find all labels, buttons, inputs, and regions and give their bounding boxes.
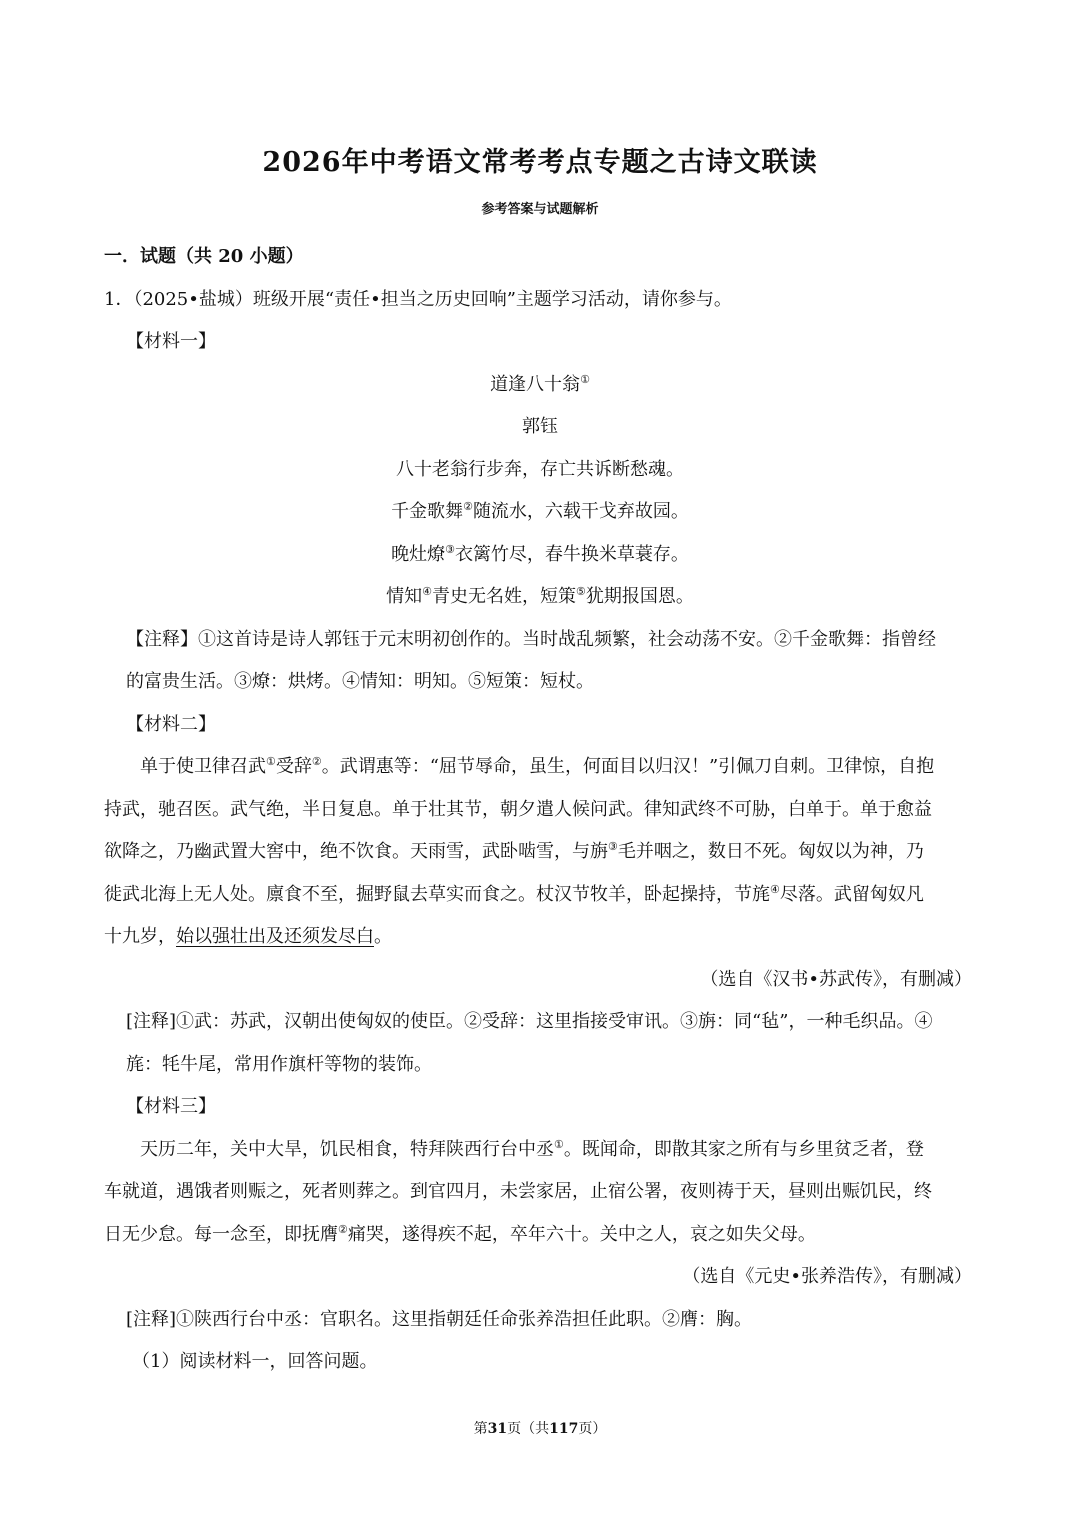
footnote-marker: ② bbox=[463, 500, 473, 513]
footnote-marker: ② bbox=[311, 755, 322, 768]
document-subtitle: 参考答案与试题解析 bbox=[481, 202, 599, 217]
material-2-text bbox=[104, 746, 976, 959]
material-1-label: 【材料一】 bbox=[126, 331, 216, 352]
poem-line: 八十老翁行步奔，存亡共诉断愁魂。 bbox=[396, 458, 684, 480]
footnote-marker: ④ bbox=[770, 882, 780, 896]
material-2-note: [注释]①武：苏武，汉朝出使匈奴的使臣。②受辞：这里指接受审讯。③旃：同“毡”，一种毛织品。④ bbox=[126, 1011, 933, 1032]
material-1-note: 【注释】①这首诗是诗人郭钰于元末明初创作的。当时战乱频繁，社会动荡不安。②千金歌舞：指曾经 bbox=[126, 628, 936, 650]
document-title: 2026年中考语文常考考点专题之古诗文联读 bbox=[262, 147, 818, 178]
poem-title-text: 道逢八十翁 bbox=[490, 373, 581, 395]
material-2-label: 【材料二】 bbox=[126, 713, 216, 735]
text-line: 单于使卫律召武①受辞②。武谓惠等：“屈节辱命，虽生，何面目以归汉！”引佩刀自刺。卫律惊，自抱 bbox=[140, 755, 935, 777]
footnote-marker: ① bbox=[554, 1137, 564, 1151]
text-line: 十九岁，始以强壮出及还须发尽白。 bbox=[104, 926, 392, 947]
page-total: 117 bbox=[549, 1421, 579, 1437]
footnote-marker: ④ bbox=[422, 585, 432, 598]
poem-author: 郭钰 bbox=[522, 416, 558, 437]
material-3-note: [注释]①陕西行台中丞：官职名。这里指朝廷任命张养浩担任此职。②膺：胸。 bbox=[126, 1308, 753, 1330]
sub-question-1: （1）阅读材料一，回答问题。 bbox=[132, 1351, 378, 1372]
footnote-marker: ① bbox=[266, 755, 276, 768]
text-line: 车就道，遇饿者则赈之，死者则葬之。到官四月，未尝家居，止宿公署，夜则祷于天，昼则出赈饥民，终 bbox=[104, 1181, 932, 1202]
document-body bbox=[104, 236, 976, 1384]
text-line: 天历二年，关中大旱，饥民相食，特拜陕西行台中丞①。既闻命，即散其家之所有与乡里贫乏者，登 bbox=[140, 1137, 924, 1160]
poem-line: 晚灶燎③衣篱竹尽，春牛换米草蓑存。 bbox=[391, 542, 689, 565]
material-3-text bbox=[104, 1129, 976, 1257]
footnote-marker: ③ bbox=[445, 542, 455, 556]
material-2-source: （选自《汉书•苏武传》，有删减） bbox=[700, 968, 972, 990]
footnote-marker: ① bbox=[580, 372, 590, 386]
page-number: 31 bbox=[487, 1421, 508, 1437]
footnote-marker: ③ bbox=[608, 840, 618, 853]
footnote-marker: ⑤ bbox=[576, 585, 586, 598]
poem-title bbox=[104, 364, 976, 407]
text-line: 欲降之，乃幽武置大窖中，绝不饮食。天雨雪，武卧啮雪，与旃③毛并咽之，数日不死。匈奴以为神，乃 bbox=[104, 840, 924, 862]
material-3-source: （选自《元史•张养浩传》，有删减） bbox=[682, 1266, 972, 1287]
question-stem: 1．（2025•盐城）班级开展“责任•担当之历史回响”主题学习活动，请你参与。 bbox=[104, 288, 732, 310]
poem-line: 千金歌舞②随流水，六载干戈弃故园。 bbox=[391, 500, 689, 522]
footnote-marker: ② bbox=[338, 1222, 348, 1236]
text-line: 日无少怠。每一念至，即抚膺②痛哭，遂得疾不起，卒年六十。关中之人，哀之如失父母。 bbox=[104, 1222, 816, 1245]
section-heading: 一．试题（共 20 小题） bbox=[104, 246, 304, 267]
material-3-label: 【材料三】 bbox=[126, 1096, 216, 1117]
poem-line: 情知④青史无名姓，短策⑤犹期报国恩。 bbox=[386, 585, 694, 607]
material-1-note-cont: 的富贵生活。③燎：烘烤。④情知：明知。⑤短策：短杖。 bbox=[126, 671, 594, 692]
text-line: 徙武北海上无人处。廪食不至，掘野鼠去草实而食之。杖汉节牧羊，卧起操持，节旄④尽落。武留匈奴凡 bbox=[104, 882, 924, 905]
text-line: 持武，驰召医。武气绝，半日复息。单于壮其节，朝夕遣人候问武。律知武终不可胁，白单于。单于愈益 bbox=[104, 798, 932, 820]
page-footer: 第31页（共117页） bbox=[473, 1421, 607, 1437]
underlined-sentence: 始以强壮出及还须发尽白 bbox=[176, 926, 374, 947]
material-2-note-cont: 旄：牦牛尾，常用作旗杆等物的装饰。 bbox=[126, 1053, 432, 1075]
